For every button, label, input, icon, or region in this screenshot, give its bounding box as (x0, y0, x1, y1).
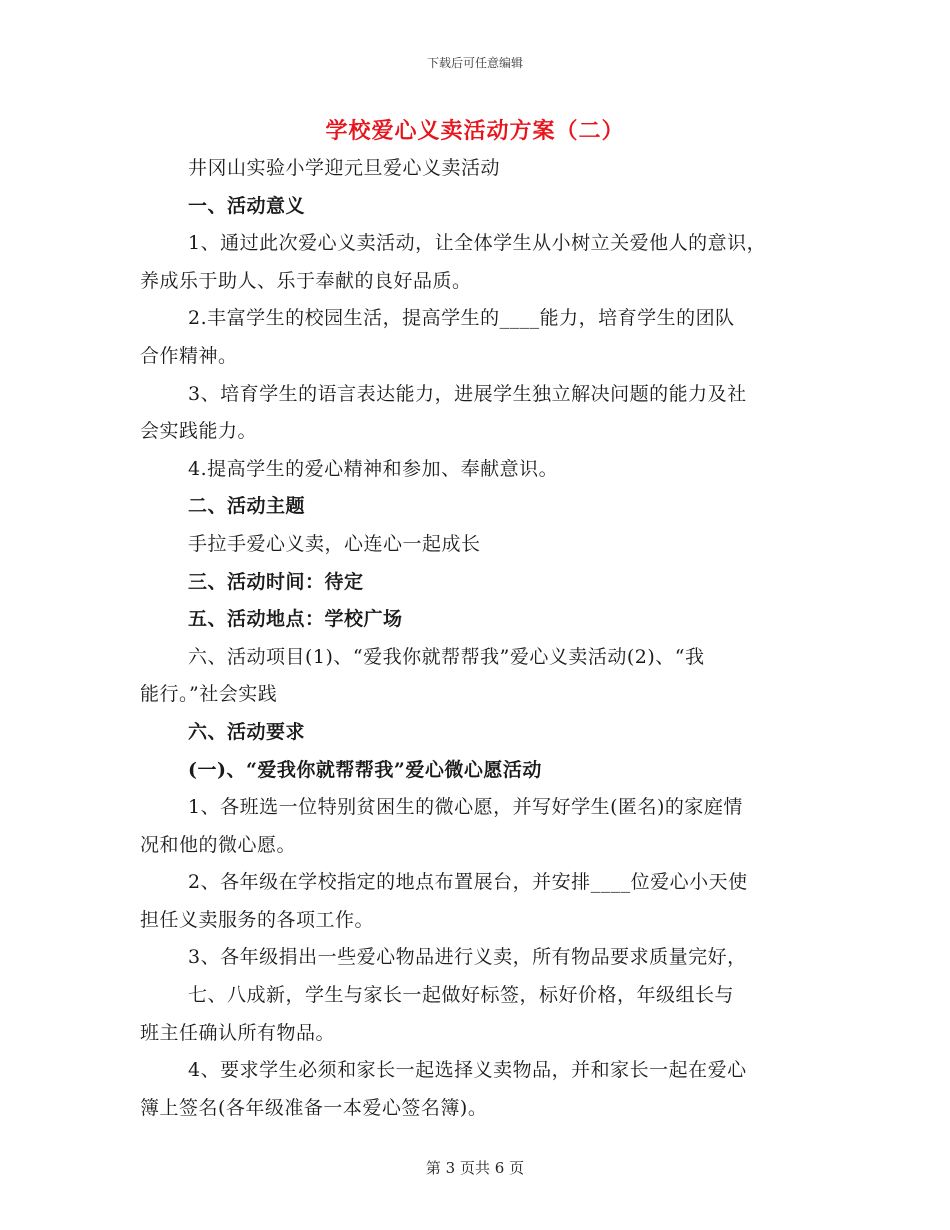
document-body (140, 150, 820, 1127)
body-line: 4.提高学生的爱心精神和参加、奉献意识。 (188, 457, 559, 480)
body-line: 2、各年级在学校指定的地点布置展台，并安排____位爱心小天使 (188, 871, 748, 894)
body-line: 4、要求学生必须和家长一起选择义卖物品，并和家长一起在爱心 (188, 1059, 747, 1082)
body-line: 手拉手爱心义卖，心连心一起成长 (188, 532, 481, 555)
body-line: 1、各班选一位特别贫困生的微心愿，并写好学生(匿名)的家庭情 (188, 796, 743, 819)
body-line: 能行。”社会实践 (140, 683, 278, 706)
body-line: 3、各年级捐出一些爱心物品进行义卖，所有物品要求质量完好， (188, 946, 747, 969)
section-heading: 六、活动要求 (188, 720, 306, 743)
body-line: 2.丰富学生的校园生活，提高学生的____能力，培育学生的团队 (188, 307, 735, 330)
body-line: 簿上签名(各年级准备一本爱心签名簿)。 (140, 1096, 488, 1119)
body-line: 井冈山实验小学迎元旦爱心义卖活动 (188, 157, 501, 179)
body-line: 合作精神。 (140, 344, 238, 367)
body-line: 七、八成新，学生与家长一起做好标签，标好价格，年级组长与 (188, 984, 735, 1007)
section-heading: 五、活动地点：学校广场 (188, 608, 403, 631)
page-footer: 第 3 页共 6 页 (425, 1159, 525, 1177)
section-heading: 三、活动时间：待定 (188, 570, 364, 593)
section-heading: 二、活动主题 (188, 495, 306, 518)
body-line: 养成乐于助人、乐于奉献的良好品质。 (140, 269, 472, 292)
body-line: 六、活动项目(1)、“爱我你就帮帮我”爱心义卖活动(2)、“我 (188, 645, 705, 668)
section-heading: (一)、“爱我你就帮帮我”爱心微心愿活动 (188, 758, 542, 781)
body-line: 会实践能力。 (140, 420, 258, 443)
body-line: 班主任确认所有物品。 (140, 1021, 336, 1044)
body-line: 3、培育学生的语言表达能力，进展学生独立解决问题的能力及社 (188, 382, 747, 405)
document-title: 学校爱心义卖活动方案（二） (325, 118, 625, 144)
section-heading: 一、活动意义 (188, 194, 306, 217)
body-line: 1、通过此次爱心义卖活动，让全体学生从小树立关爱他人的意识， (188, 232, 767, 255)
body-line: 况和他的微心愿。 (140, 833, 297, 856)
body-line: 担任义卖服务的各项工作。 (140, 908, 375, 931)
header-note: 下载后可任意编辑 (426, 56, 523, 70)
